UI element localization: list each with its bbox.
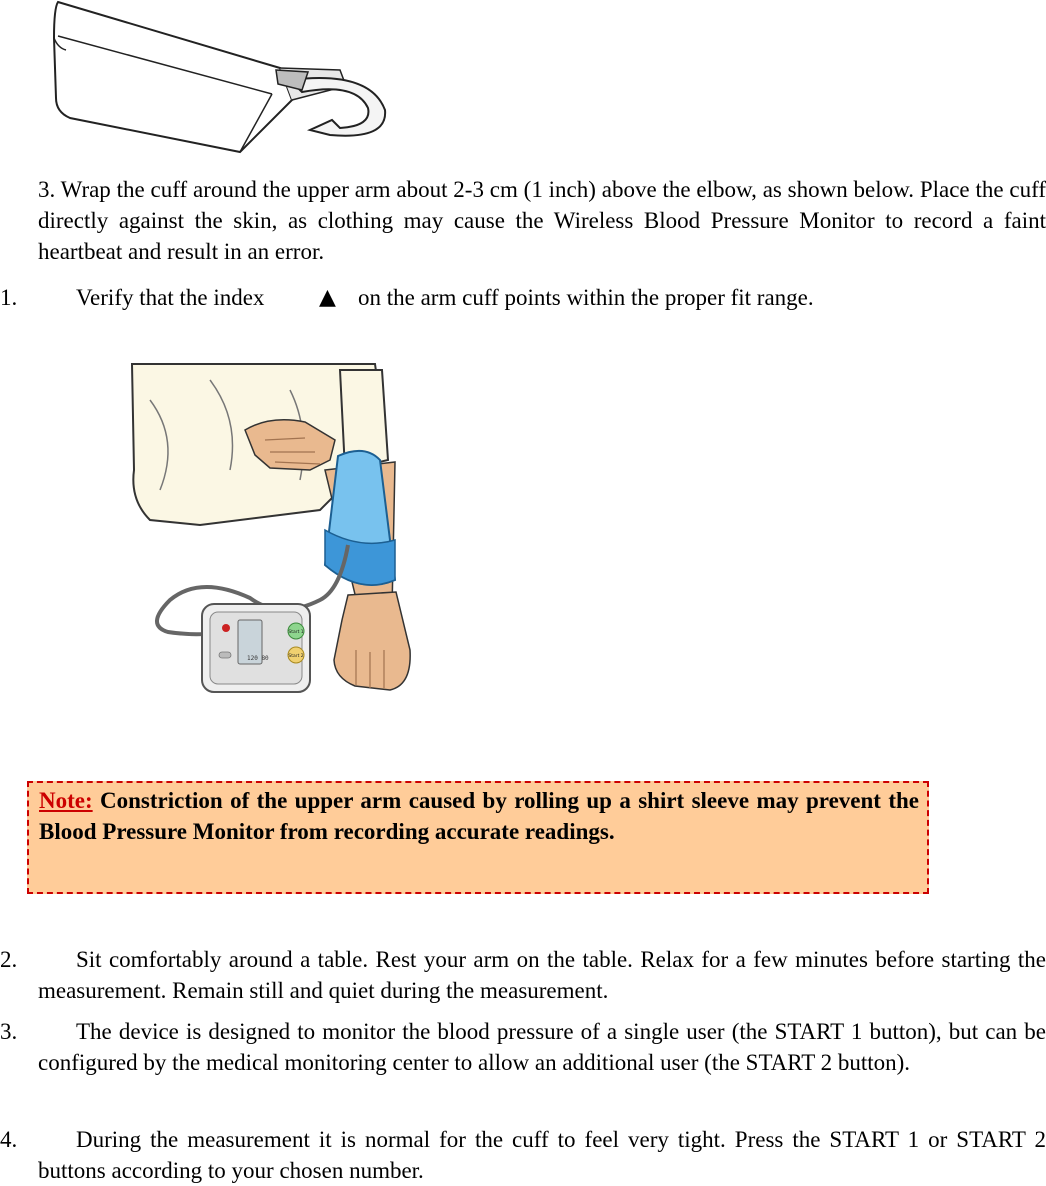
note-label: Note: xyxy=(39,788,93,813)
device-start2-label: Start 2 xyxy=(288,654,304,659)
device-start1-label: Start 1 xyxy=(288,630,304,635)
step-text: The device is designed to monitor the blood pressure of a single user (the START 1 button), but can be configured by the medical monitoring center to allow an additional user (the START 2 button). xyxy=(38,1019,1046,1075)
verify-text-before: Verify that the index xyxy=(76,285,265,310)
verify-text-after: on the arm cuff points within the proper fit range. xyxy=(358,285,814,310)
step-text: Sit comfortably around a table. Rest your arm on the table. Relax for a few minutes before starting the measurement. Remain still and quiet during the measurement. xyxy=(38,947,1046,1003)
step-number: 4. xyxy=(0,1127,18,1152)
step-number-verify: 1. xyxy=(0,285,18,310)
step-number: 2. xyxy=(0,947,18,972)
note-text-block xyxy=(39,785,919,847)
step-text: During the measurement it is normal for the cuff to feel very tight. Press the START 1 or START 2 buttons according to your chosen number. xyxy=(38,1127,1046,1183)
device-screen-label: 120 80 xyxy=(247,655,269,662)
step-number: 3. xyxy=(0,1019,18,1044)
arm-cuff-illustration xyxy=(120,360,430,700)
cuff-fold-illustration xyxy=(40,0,400,160)
wrap-instruction: 3. Wrap the cuff around the upper arm about 2-3 cm (1 inch) above the elbow, as shown below. Place the cuff directly against the skin, as clothing may cause the Wireless Blood Pressure Monitor to record a faint heartbeat and result in an error. xyxy=(38,177,1046,264)
note-box xyxy=(27,781,929,894)
note-text: Constriction of the upper arm caused by rolling up a shirt sleeve may prevent the Blood Pressure Monitor from recording accurate readings. xyxy=(39,788,919,844)
index-triangle-icon: ▲ xyxy=(319,285,336,310)
